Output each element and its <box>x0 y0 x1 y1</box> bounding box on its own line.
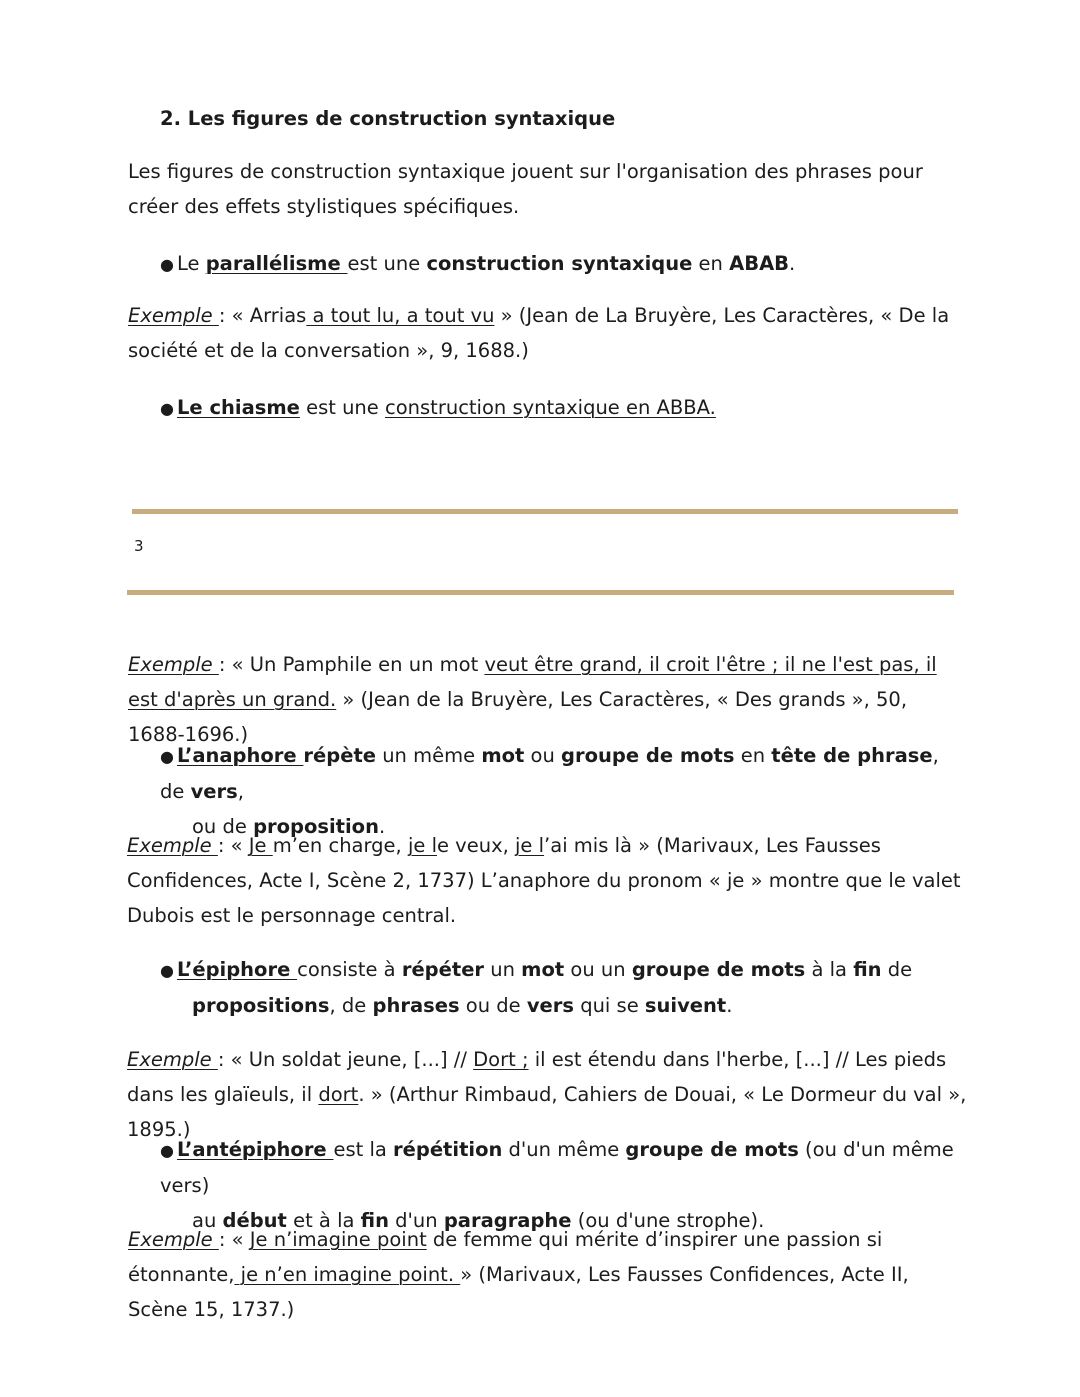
bullet-dot-icon: ● <box>160 961 174 980</box>
text: . <box>378 815 386 838</box>
text: : « <box>217 834 249 857</box>
underlined-text: dort <box>318 1083 359 1106</box>
figure-top-rule <box>132 509 958 514</box>
text: il est étendu dans l'herbe, [...] // Les pieds dans les glaïeuls, il <box>127 1048 947 1106</box>
bullet-dot-icon: ● <box>160 399 174 418</box>
example-anaphore <box>127 828 967 933</box>
bold-text: vers <box>526 994 574 1017</box>
text: de <box>881 958 913 981</box>
text: Le <box>177 252 206 275</box>
text: . » (Arthur Rimbaud, Cahiers de Douai, « Le Dormeur du val », 1895.) <box>127 1083 967 1141</box>
example-chiasme <box>128 647 968 752</box>
bold-text: vers <box>190 780 238 803</box>
term-parallelisme: parallélisme <box>205 252 348 275</box>
underlined-text: je n’en imagine point. <box>234 1263 461 1286</box>
text: . <box>789 252 796 275</box>
bold-text: fin <box>360 1209 389 1232</box>
term-antepiphore: L’antépiphore <box>177 1138 334 1161</box>
text: ’ai mis là » (Marivaux, Les Fausses Confidences, Acte I, Scène 2, 1737) L’anaphore du pronom « je » montre que le valet Dubois est le personnage central. <box>127 834 961 927</box>
text: » (Marivaux, Les Fausses Confidences, Acte II, Scène 15, 1737.) <box>128 1263 909 1321</box>
example-parallelisme <box>128 298 968 368</box>
underlined-text: veut être grand, il croit l'être ; il ne l'est pas, il est d'après un grand. <box>128 653 937 711</box>
text: de femme qui mérite d’inspirer une passion si étonnante, <box>128 1228 883 1286</box>
text: et à la <box>286 1209 361 1232</box>
underlined-text: Dort ; <box>473 1048 529 1071</box>
section-title: 2. Les figures de construction syntaxique <box>160 107 616 130</box>
text: ou de <box>192 815 254 838</box>
underlined-text: je l <box>407 834 437 857</box>
text: (ou d'un même vers) <box>160 1138 954 1197</box>
bold-text: mot <box>521 958 565 981</box>
text: qui se <box>574 994 645 1017</box>
term-epiphore: L’épiphore <box>177 958 298 981</box>
bold-text: suivent <box>644 994 727 1017</box>
text: d'un <box>388 1209 444 1232</box>
text: est une <box>347 252 427 275</box>
bold-text: répète <box>303 744 376 767</box>
text: un <box>484 958 522 981</box>
text: » (Jean de la Bruyère, Les Caractères, « Des grands », 50, 1688-1696.) <box>128 688 908 746</box>
underlined-text: a tout lu, a tout vu <box>306 304 495 327</box>
bullet-dot-icon: ● <box>160 747 174 766</box>
bold-text: début <box>222 1209 287 1232</box>
bullet-line <box>160 952 960 988</box>
text: consiste à <box>297 958 402 981</box>
underlined-text: construction syntaxique en ABBA. <box>385 396 716 419</box>
text: : « Un Pamphile en un mot <box>218 653 485 676</box>
bullet-dot-icon: ● <box>160 255 174 274</box>
bold-text: proposition <box>253 815 379 838</box>
underlined-text: Je n’imagine point <box>249 1228 427 1251</box>
text: ou <box>524 744 562 767</box>
example-label: Exemple <box>128 1228 219 1251</box>
text: : « Un soldat jeune, [...] // <box>217 1048 474 1071</box>
text: ou de <box>459 994 527 1017</box>
text: . <box>726 994 733 1017</box>
text: e veux, <box>436 834 516 857</box>
text: : « <box>218 1228 250 1251</box>
bullet-continuation <box>160 988 960 1023</box>
text: m’en charge, <box>272 834 408 857</box>
example-label: Exemple <box>127 1048 218 1071</box>
bold-text: groupe de mots <box>625 1138 799 1161</box>
bold-text: mot <box>481 744 525 767</box>
text: à la <box>805 958 854 981</box>
bold-text: ABAB <box>729 252 790 275</box>
text: » (Jean de La Bruyère, Les Caractères, « De la société et de la conversation », 9, 1688.) <box>128 304 950 362</box>
underlined-text: Je <box>248 834 273 857</box>
bold-text: groupe de mots <box>631 958 806 981</box>
example-label: Exemple <box>128 304 219 327</box>
example-label: Exemple <box>127 834 218 857</box>
figure-bottom-rule <box>127 590 954 595</box>
underlined-text: je l <box>515 834 545 857</box>
bullet-parallelisme <box>160 246 960 282</box>
text: en <box>734 744 772 767</box>
text: d'un même <box>502 1138 626 1161</box>
text: au <box>192 1209 223 1232</box>
bold-text: répétition <box>393 1138 503 1161</box>
text: (ou d'une strophe). <box>571 1209 765 1232</box>
example-antepiphore <box>128 1222 968 1327</box>
text: un même <box>376 744 482 767</box>
bullet-line <box>160 738 960 809</box>
text: est une <box>299 396 385 419</box>
bold-text: propositions <box>192 994 330 1017</box>
bold-text: fin <box>853 958 882 981</box>
example-label: Exemple <box>128 653 219 676</box>
bold-text: phrases <box>372 994 460 1017</box>
term-chiasme: Le chiasme <box>177 396 300 419</box>
bullet-epiphore <box>160 952 960 1023</box>
term-anaphore: L’anaphore <box>177 744 304 767</box>
text: : « Arrias <box>218 304 307 327</box>
text: , <box>237 780 244 803</box>
text: en <box>692 252 730 275</box>
bold-text: répéter <box>401 958 485 981</box>
text: ou un <box>564 958 632 981</box>
bullet-line <box>160 1132 960 1203</box>
figure-mark: 3 <box>134 537 144 555</box>
intro-paragraph: Les figures de construction syntaxique jouent sur l'organisation des phrases pour créer des effets stylistiques spécifiques. <box>128 160 923 218</box>
bold-text: groupe de mots <box>561 744 735 767</box>
text: est la <box>333 1138 394 1161</box>
bullet-chiasme <box>160 390 960 426</box>
text: , de <box>329 994 373 1017</box>
text: , de <box>160 744 939 803</box>
bold-text: paragraphe <box>443 1209 572 1232</box>
bold-text: construction syntaxique <box>426 252 693 275</box>
bold-text: tête de phrase <box>771 744 933 767</box>
bullet-dot-icon: ● <box>160 1141 174 1160</box>
